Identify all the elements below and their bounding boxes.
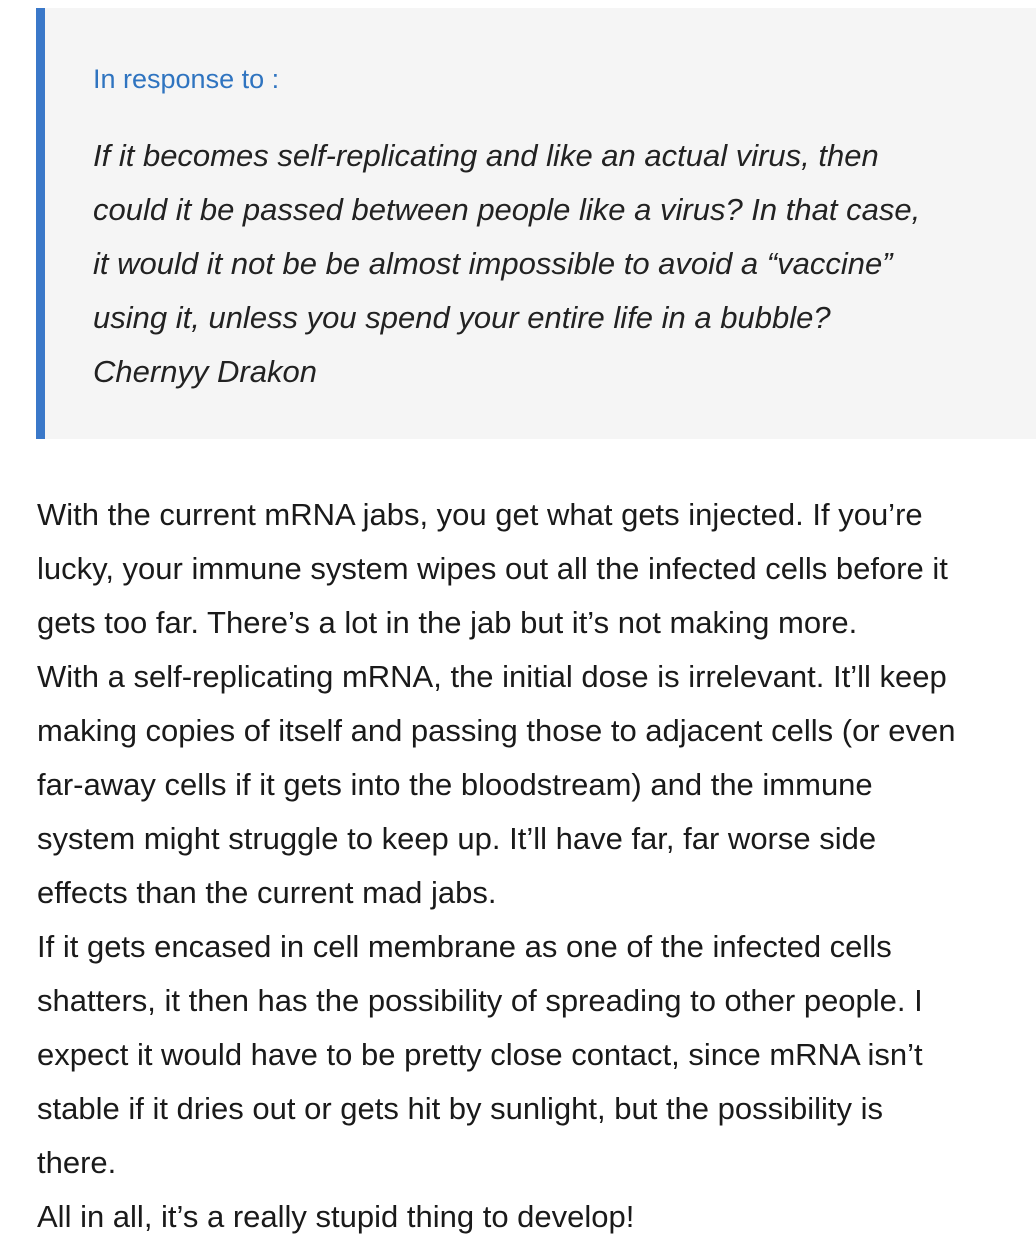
- post-line: shatters, it then has the possibility of spreading to other people. I: [37, 983, 923, 1018]
- post-line: If it gets encased in cell membrane as one of the infected cells: [37, 929, 892, 964]
- post-body: [37, 488, 1032, 1244]
- in-response-to-link[interactable]: In response to :: [93, 64, 280, 94]
- post-line: All in all, it’s a really stupid thing to develop!: [37, 1199, 635, 1234]
- post-line: lucky, your immune system wipes out all the infected cells before it: [37, 551, 948, 586]
- quote-body: [93, 129, 993, 399]
- post-line: effects than the current mad jabs.: [37, 875, 497, 910]
- quote-line: If it becomes self-replicating and like an actual virus, then: [93, 138, 879, 173]
- post-line: system might struggle to keep up. It’ll have far, far worse side: [37, 821, 877, 856]
- post-line: gets too far. There’s a lot in the jab but it’s not making more.: [37, 605, 858, 640]
- post-line: making copies of itself and passing those to adjacent cells (or even: [37, 713, 956, 748]
- post-line: stable if it dries out or gets hit by sunlight, but the possibility is: [37, 1091, 884, 1126]
- blockquote: [36, 8, 1036, 439]
- post-line: With a self-replicating mRNA, the initial dose is irrelevant. It’ll keep: [37, 659, 947, 694]
- quote-author: Chernyy Drakon: [93, 354, 317, 389]
- quote-line: it would it not be be almost impossible to avoid a “vaccine”: [93, 246, 893, 281]
- post-line: With the current mRNA jabs, you get what gets injected. If you’re: [37, 497, 923, 532]
- post-line: far-away cells if it gets into the bloodstream) and the immune: [37, 767, 873, 802]
- post-line: expect it would have to be pretty close contact, since mRNA isn’t: [37, 1037, 923, 1072]
- post-line: there.: [37, 1145, 117, 1180]
- quote-line: could it be passed between people like a virus? In that case,: [93, 192, 921, 227]
- quote-line: using it, unless you spend your entire life in a bubble?: [93, 300, 831, 335]
